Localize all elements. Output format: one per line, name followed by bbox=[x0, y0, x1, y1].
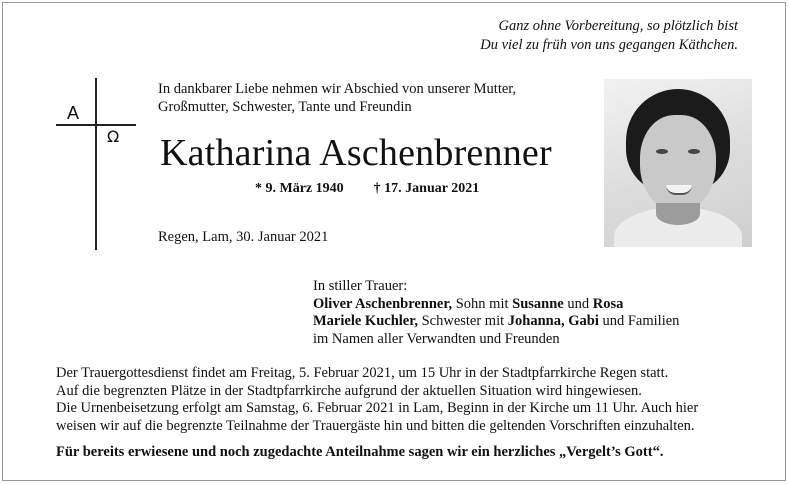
notice-line-4: weisen wir auf die begrenzte Teilnahme der Trauergäste hin und bitten die geltenden Vorschriften einzuhalten. bbox=[56, 417, 695, 434]
deceased-name: Katharina Aschenbrenner bbox=[160, 132, 552, 174]
mourner-line-1: Oliver Aschenbrenner, Sohn mit Susanne und Rosa bbox=[313, 295, 624, 312]
omega-symbol: Ω bbox=[107, 127, 120, 146]
mourner-line-3: im Namen aller Verwandten und Freunden bbox=[313, 330, 560, 347]
cross-vertical-bar bbox=[95, 78, 97, 250]
notice-line-3: Die Urnenbeisetzung erfolgt am Samstag, 6. Februar 2021 in Lam, Beginn in der Kirche um 11 Uhr. Auch hier bbox=[56, 400, 699, 416]
notice-line-2: Auf die begrenzten Plätze in der Stadtpfarrkirche aufgrund der aktuellen Situation wird hingewiesen. bbox=[56, 382, 642, 399]
intro-line-2: Großmutter, Schwester, Tante und Freundin bbox=[158, 99, 412, 115]
motto-verse bbox=[480, 17, 738, 55]
mourners-block bbox=[313, 278, 679, 348]
death-date: † 17. Januar 2021 bbox=[373, 181, 480, 196]
thanks-line: Für bereits erwiesene und noch zugedachte Anteilnahme sagen wir ein herzliches „Vergelt’s Gott“. bbox=[56, 444, 664, 460]
intro-text bbox=[158, 80, 516, 116]
motto-line-1: Ganz ohne Vorbereitung, so plötzlich bist bbox=[498, 18, 738, 34]
service-notice bbox=[56, 365, 756, 435]
place-and-date: Regen, Lam, 30. Januar 2021 bbox=[158, 229, 329, 245]
mourner-line-2: Mariele Kuchler, Schwester mit Johanna, Gabi und Familien bbox=[313, 313, 680, 329]
notice-line-1: Der Trauergottesdienst findet am Freitag, 5. Februar 2021, um 15 Uhr in der Stadtpfarrkirche Regen statt. bbox=[56, 365, 669, 381]
alpha-symbol: A bbox=[67, 103, 80, 123]
cross-horizontal-bar bbox=[56, 124, 136, 126]
mourners-heading: In stiller Trauer: bbox=[313, 278, 408, 294]
life-dates bbox=[255, 181, 479, 197]
birth-date: * 9. März 1940 bbox=[255, 181, 344, 196]
portrait-photo bbox=[604, 79, 752, 247]
motto-line-2: Du viel zu früh von uns gegangen Käthchen. bbox=[480, 37, 738, 53]
intro-line-1: In dankbarer Liebe nehmen wir Abschied von unserer Mutter, bbox=[158, 81, 517, 97]
